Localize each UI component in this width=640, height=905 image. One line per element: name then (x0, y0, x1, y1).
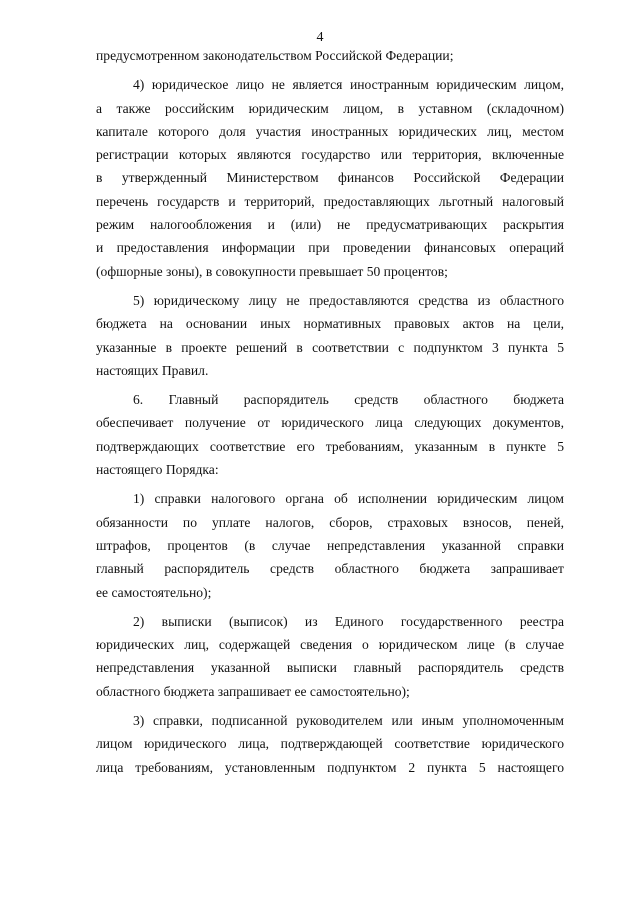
text-line: штрафов, процентов (в случае непредставления указанной справки (96, 537, 564, 553)
text-line: областного бюджета запрашивает ее самостоятельно); (96, 683, 410, 699)
text-line: 4) юридическое лицо не является иностранным юридическим лицом, (133, 77, 564, 93)
text-line: капитале которого доля участия иностранных юридических лиц, местом (96, 123, 564, 139)
text-line: 6. Главный распорядитель средств областного бюджета (133, 392, 564, 408)
text-line: главный распорядитель средств областного бюджета запрашивает (96, 561, 564, 577)
page-number: 4 (316, 30, 324, 45)
text-line: и предоставления информации при проведении финансовых операций (96, 240, 564, 256)
text-line: лицом юридического лица, подтверждающей соответствие юридического (96, 736, 564, 752)
text-line: а также российским юридическим лицом, в уставном (складочном) (96, 100, 564, 116)
text-line: юридических лиц, содержащей сведения о юридическом лице (в случае (96, 637, 564, 653)
text-line: настоящих Правил. (96, 362, 209, 378)
text-line: настоящего Порядка: (96, 462, 219, 478)
text-line: обеспечивает получение от юридического лица следующих документов, (96, 415, 564, 431)
text-line: режим налогообложения и (или) не предусматривающих раскрытия (96, 217, 564, 233)
text-line: 1) справки налогового органа об исполнении юридическим лицом (133, 491, 564, 507)
text-line: 2) выписки (выписок) из Единого государственного реестра (133, 613, 564, 629)
text-line: (офшорные зоны), в совокупности превышает 50 процентов; (96, 263, 448, 279)
text-line: лица требованиям, установленным подпунктом 2 пункта 5 настоящего (96, 759, 564, 775)
text-line: обязанности по уплате налогов, сборов, страховых взносов, пеней, (96, 514, 564, 530)
text-line: подтверждающих соответствие его требованиям, указанным в пункте 5 (96, 438, 564, 454)
text-line: указанные в проекте решений в соответствии с подпунктом 3 пункта 5 (96, 339, 564, 355)
document-body (96, 44, 564, 779)
text-line: 5) юридическому лицу не предоставляются средства из областного (133, 292, 564, 308)
text-line: ее самостоятельно); (96, 584, 212, 600)
text-line: предусмотренном законодательством Российской Федерации; (96, 48, 454, 63)
text-line: в утвержденный Министерством финансов Российской Федерации (96, 170, 564, 186)
text-line: бюджета на основании иных нормативных правовых актов на цели, (96, 316, 564, 332)
text-line: 3) справки, подписанной руководителем или иным уполномоченным (133, 713, 564, 729)
text-line: регистрации которых являются государство или территория, включенные (96, 147, 564, 163)
text-line: непредставления указанной выписки главный распорядитель средств (96, 660, 564, 676)
text-line: перечень государств и территорий, предоставляющих льготный налоговый (96, 193, 564, 209)
